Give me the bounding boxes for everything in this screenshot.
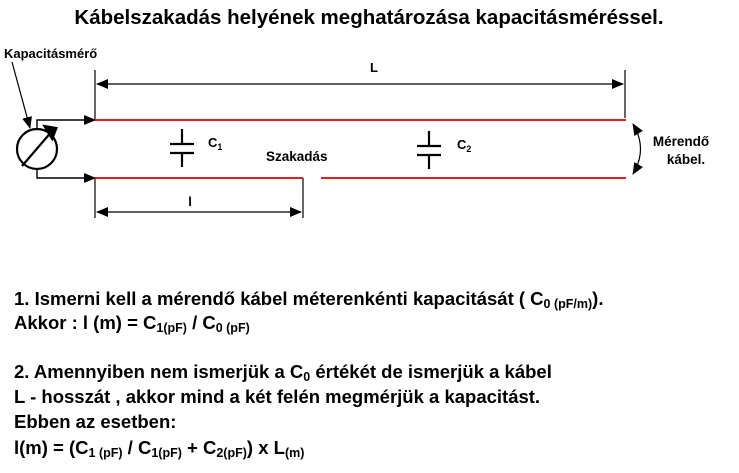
capacitance-meter-icon	[17, 125, 58, 169]
formula: $l(m) = (C_{1 (pF)} / C_{1(pF)} + C_{2(pF)})$ x $L_{(m)}$	[14, 437, 305, 460]
cable-curved-arrow	[633, 124, 641, 174]
length-total-label: L	[370, 60, 378, 75]
cap1-label: $C_1$	[208, 135, 223, 152]
meter-lead-bottom	[37, 169, 95, 178]
note-2-line-2: L - hosszát , akkor mind a két felén megmérjük a kapacitást.	[14, 386, 541, 407]
note-2-line-1: 2. Amennyiben nem ismerjük a $C_0$ értékét de ismerjük a kábel	[14, 361, 552, 384]
note-1-line-1: 1. Ismerni kell a mérendő kábel méterenkénti kapacitását ( $C_{0 (pF/m)}$).	[14, 288, 604, 311]
meter-pointer-arrow	[12, 62, 30, 128]
length-partial-label: l	[188, 194, 192, 209]
capacitor-c1-icon	[170, 129, 194, 167]
cap2-label: $C_2$	[457, 137, 472, 154]
cable-label-line1: Mérendő	[652, 134, 710, 149]
cable-label-line2: kábel.	[666, 152, 706, 167]
page-title: Kábelszakadás helyének meghatározása kapacitásméréssel.	[74, 6, 664, 29]
break-label: Szakadás	[266, 149, 328, 164]
note-2-line-3: Ebben az esetben:	[14, 411, 177, 432]
meter-label: Kapacitásmérő	[4, 46, 98, 61]
capacitor-c2-icon	[417, 131, 441, 169]
note-1-line-2: Akkor : l $(m) = C_{1(pF)} / C_{0 (pF)}$	[14, 312, 250, 335]
